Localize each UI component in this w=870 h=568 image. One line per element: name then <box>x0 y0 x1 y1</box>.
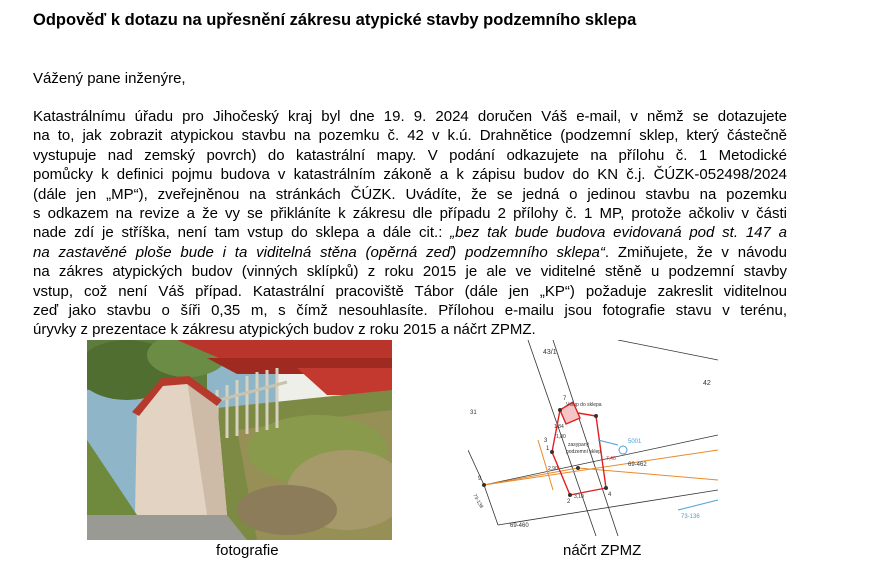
zpmz-sketch <box>468 340 718 536</box>
body-line: Katastrálnímu úřadu pro Jihočeský kraj byl dne 19. 9. 2024 doručen Váš e-mail, v němž se dotazujete <box>33 108 787 125</box>
sketch-point-3: 3 <box>544 438 548 444</box>
sketch-label-parcel-right: 42 <box>703 380 711 387</box>
body-line: pomůcky k definici pojmu budova v katastrálním zákoně a k zápisu budov do KN č.j. ČÚZK-052498/2024 <box>33 166 787 184</box>
sketch-label-73-136: 73-136 <box>681 514 700 520</box>
sketch-label-69-462: 69-462 <box>628 462 647 468</box>
body-line: zeď jako stavbu o šíři 0,35 m, s čímž nesouhlasíte. Přílohou e-mailu jsou fotografie stavu v terénu, <box>33 301 787 319</box>
zpmz-sketch-drawing <box>468 340 718 536</box>
body-line: (dále jen „MP“), zveřejněnou na stránkách ČÚZK. Uvádíte, že se jedná o jedinou stavbu na pozemku <box>33 185 787 203</box>
body-line: vystupuje nad zemský povrch) do katastrální mapy. V podání odkazujete na přílohu č. 1 Metodické <box>33 146 787 164</box>
sketch-point-1: 1 <box>546 446 550 452</box>
photo-caption: fotografie <box>216 542 279 559</box>
sketch-point-9: 9 <box>478 476 482 482</box>
cellar-photo <box>87 340 392 540</box>
sketch-label-69-460: 69-460 <box>510 523 529 529</box>
greeting: Vážený pane inženýre, <box>33 70 186 87</box>
sketch-dim-5: 2,90 <box>548 466 558 472</box>
sketch-label-cellar-1: zasypaný <box>568 442 590 448</box>
sketch-label-parcel-top: 43/1 <box>543 349 557 356</box>
sketch-point-2: 2 <box>567 499 571 505</box>
body-text-normal: nade zdí je stříška, není tam vstup do sklepa a dále cit.: <box>33 224 451 242</box>
sketch-label-73-138: 73-138 <box>471 493 485 510</box>
sketch-dim-4: 7,40 <box>606 456 616 462</box>
body-line: s odkazem na revize a že vy se přikláníte k zákresu dle případu 2 přílohy č. 1 MP, protože ačkoliv v části <box>33 204 787 222</box>
sketch-label-cellar-2: podzemní sklep <box>566 449 602 455</box>
sketch-label-31: 31 <box>470 410 477 416</box>
body-line: vstup, což není Váš případ. Katastrální pracoviště Tábor (dále jen „KP“) požaduje zakreslit viditelnou <box>33 282 787 300</box>
body-paragraph <box>33 107 787 340</box>
quoted-text: „bez tak bude budova evidovaná pod st. 147 a <box>450 224 787 242</box>
sketch-point-7: 7 <box>563 396 567 402</box>
document-title: Odpověď k dotazu na upřesnění zákresu atypické stavby podzemního sklepa <box>33 11 637 29</box>
sketch-point-4: 4 <box>608 492 612 498</box>
body-line-quote-end <box>33 243 787 262</box>
quoted-text: na zastavěné ploše bude i ta viditelná stěna (opěrná zeď) podzemního sklepa“ <box>33 243 605 261</box>
sketch-dim-2: 1,80 <box>556 434 566 440</box>
sketch-dim-3: 3,10 <box>574 494 584 500</box>
sketch-label-entrance: Vstup do sklepa <box>566 402 602 408</box>
sketch-dim-1: 1,84 <box>554 424 564 430</box>
cellar-photo-illustration <box>87 340 392 540</box>
body-line: úryvky z prezentace k zákresu atypických budov z roku 2015 a náčrt ZPMZ. <box>33 321 536 339</box>
body-line: na zákres atypických budov (vinných sklípků) z roku 2015 je ale ve viditelné stěně u podzemní stavby <box>33 263 787 281</box>
body-line-quote-start <box>33 223 787 242</box>
body-text-normal: . Zmiňujete, že v návodu <box>604 243 787 261</box>
body-line: na to, jak zobrazit atypickou stavbu na pozemku č. 42 v k.ú. Drahnětice (podzemní sklep, který částečně <box>33 127 787 145</box>
sketch-label-5001: 5001 <box>628 439 642 445</box>
sketch-caption: náčrt ZPMZ <box>563 542 642 559</box>
